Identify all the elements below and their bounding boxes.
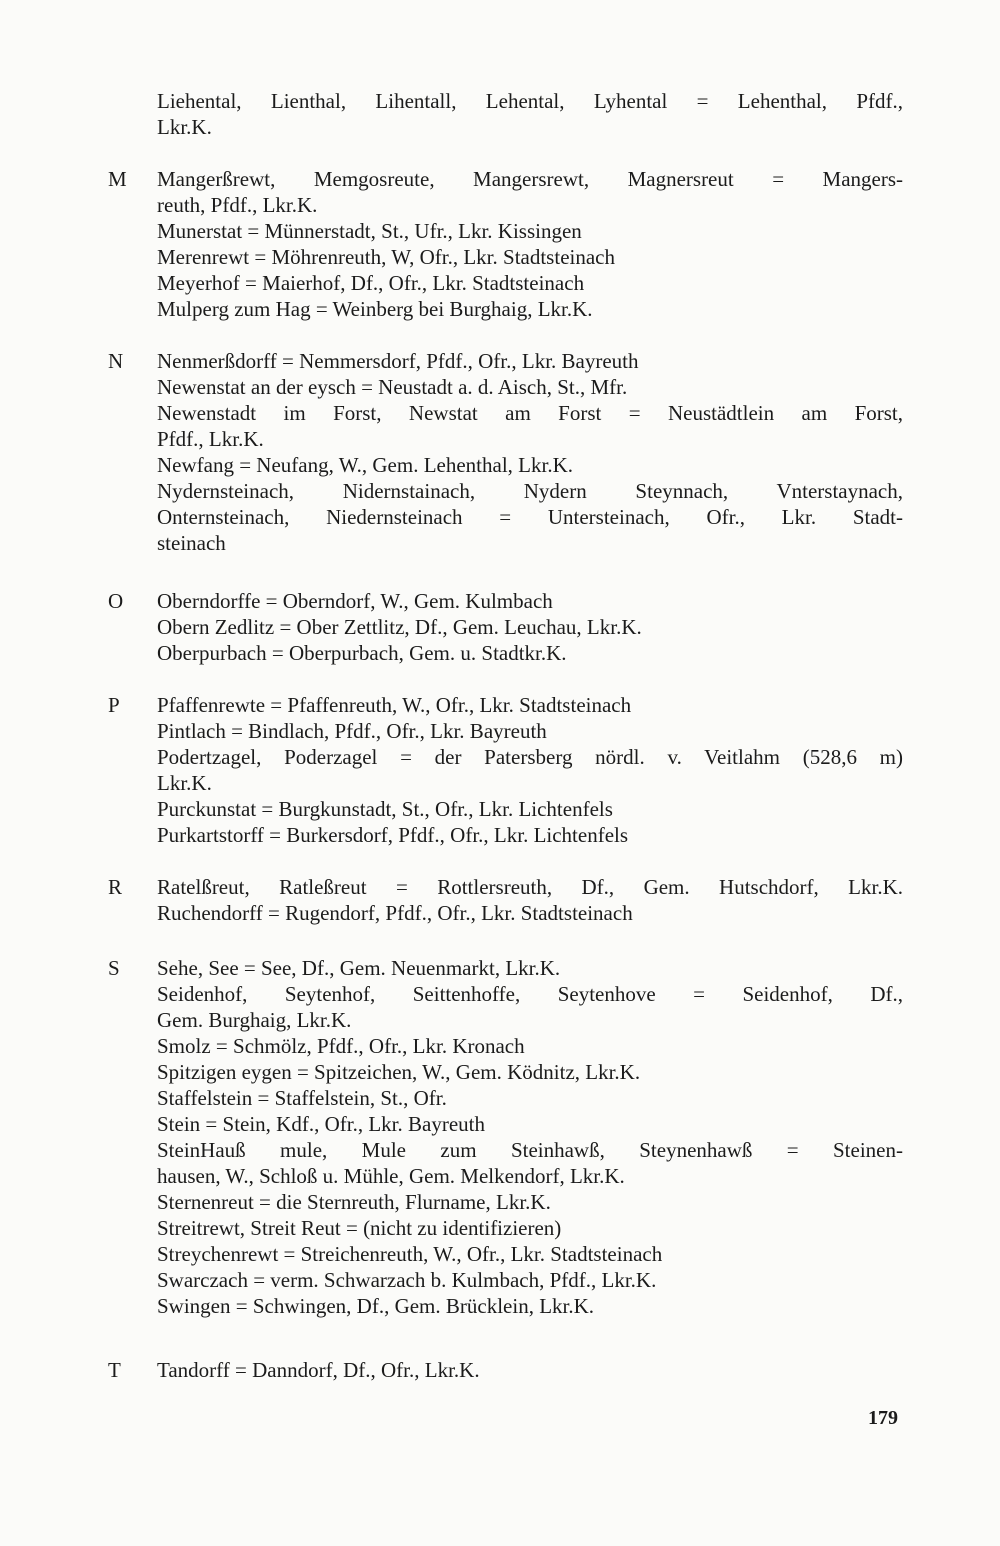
section-letter: S	[108, 956, 121, 980]
entry-line: Munerstat = Münnerstadt, St., Ufr., Lkr. Kissingen	[157, 219, 582, 243]
section-entries	[157, 874, 903, 926]
entry-line: Podertzagel, Poderzagel = der Patersberg nördl. v. Veitlahm (528,6 m)	[157, 745, 903, 769]
section-letter: O	[108, 589, 124, 613]
entry-line: Swingen = Schwingen, Df., Gem. Brücklein, Lkr.K.	[157, 1294, 595, 1318]
entry-line: Oberpurbach = Oberpurbach, Gem. u. Stadtkr.K.	[157, 641, 567, 665]
entry-line: Lkr.K.	[157, 115, 212, 139]
section-letter: P	[108, 693, 121, 717]
entry-line: SteinHauß mule, Mule zum Steinhawß, Steynenhawß = Steinen-	[157, 1138, 903, 1162]
entry-line: Merenrewt = Möhrenreuth, W, Ofr., Lkr. Stadtsteinach	[157, 245, 615, 269]
entry-line: Onternsteinach, Niedernsteinach = Untersteinach, Ofr., Lkr. Stadt-	[157, 505, 903, 529]
entry-line: Pfaffenrewte = Pfaffenreuth, W., Ofr., Lkr. Stadtsteinach	[157, 693, 632, 717]
page-number: 179	[868, 1407, 898, 1429]
entry-line: Streitrewt, Streit Reut = (nicht zu identifizieren)	[157, 1216, 562, 1240]
entry-line: Pfdf., Lkr.K.	[157, 427, 264, 451]
entry-line: reuth, Pfdf., Lkr.K.	[157, 193, 318, 217]
entry-line: Stein = Stein, Kdf., Ofr., Lkr. Bayreuth	[157, 1112, 485, 1136]
entry-line: steinach	[157, 531, 226, 555]
entry-line: Swarczach = verm. Schwarzach b. Kulmbach, Pfdf., Lkr.K.	[157, 1268, 657, 1292]
entry-line: Nenmerßdorff = Nemmersdorf, Pfdf., Ofr., Lkr. Bayreuth	[157, 349, 639, 373]
entry-line: Purkartstorff = Burkersdorf, Pfdf., Ofr., Lkr. Lichtenfels	[157, 823, 629, 847]
entry-line: Newfang = Neufang, W., Gem. Lehenthal, Lkr.K.	[157, 453, 573, 477]
entry-line: Gem. Burghaig, Lkr.K.	[157, 1008, 352, 1032]
entry-line: Seidenhof, Seytenhof, Seittenhoffe, Seytenhove = Seidenhof, Df.,	[157, 982, 903, 1006]
entry-line: Newenstat an der eysch = Neustadt a. d. Aisch, St., Mfr.	[157, 375, 628, 399]
entry-line: Streychenrewt = Streichenreuth, W., Ofr., Lkr. Stadtsteinach	[157, 1242, 663, 1266]
section-entries	[157, 348, 903, 556]
entry-line: Sehe, See = See, Df., Gem. Neuenmarkt, Lkr.K.	[157, 956, 561, 980]
section-letter: R	[108, 875, 123, 899]
section-letter: T	[108, 1358, 122, 1382]
entry-line: hausen, W., Schloß u. Mühle, Gem. Melkendorf, Lkr.K.	[157, 1164, 625, 1188]
entry-line: Mulperg zum Hag = Weinberg bei Burghaig, Lkr.K.	[157, 297, 593, 321]
entry-line: Tandorff = Danndorf, Df., Ofr., Lkr.K.	[157, 1358, 480, 1382]
section-entries	[157, 692, 903, 848]
section-entries	[157, 955, 903, 1319]
entry-line: Pintlach = Bindlach, Pfdf., Ofr., Lkr. Bayreuth	[157, 719, 547, 743]
entry-line: Staffelstein = Staffelstein, St., Ofr.	[157, 1086, 447, 1110]
entry-line: Ruchendorff = Rugendorf, Pfdf., Ofr., Lkr. Stadtsteinach	[157, 901, 633, 925]
entry-line: Lkr.K.	[157, 771, 212, 795]
section-entries	[157, 588, 903, 666]
section-entries	[157, 166, 903, 322]
entry-line: Ratelßreut, Ratleßreut = Rottlersreuth, Df., Gem. Hutschdorf, Lkr.K.	[157, 875, 903, 899]
entry-line: Nydernsteinach, Nidernstainach, Nydern Steynnach, Vnterstaynach,	[157, 479, 903, 503]
entry-line: Obern Zedlitz = Ober Zettlitz, Df., Gem. Leuchau, Lkr.K.	[157, 615, 642, 639]
entry-line: Liehental, Lienthal, Lihentall, Lehental, Lyhental = Lehenthal, Pfdf.,	[157, 89, 903, 113]
section-letter: N	[108, 349, 124, 373]
section-entries	[157, 1357, 903, 1383]
entry-line: Meyerhof = Maierhof, Df., Ofr., Lkr. Stadtsteinach	[157, 271, 585, 295]
entry-line: Newenstadt im Forst, Newstat am Forst = Neustädtlein am Forst,	[157, 401, 903, 425]
entry-line: Purckunstat = Burgkunstadt, St., Ofr., Lkr. Lichtenfels	[157, 797, 613, 821]
entry-line: Spitzigen eygen = Spitzeichen, W., Gem. Ködnitz, Lkr.K.	[157, 1060, 641, 1084]
section-letter: M	[108, 167, 128, 191]
section-entries	[157, 88, 903, 140]
entry-line: Mangerßrewt, Memgosreute, Mangersrewt, Magnersreut = Mangers-	[157, 167, 903, 191]
entry-line: Smolz = Schmölz, Pfdf., Ofr., Lkr. Kronach	[157, 1034, 525, 1058]
entry-line: Sternenreut = die Sternreuth, Flurname, Lkr.K.	[157, 1190, 551, 1214]
entry-line: Oberndorffe = Oberndorf, W., Gem. Kulmbach	[157, 589, 553, 613]
